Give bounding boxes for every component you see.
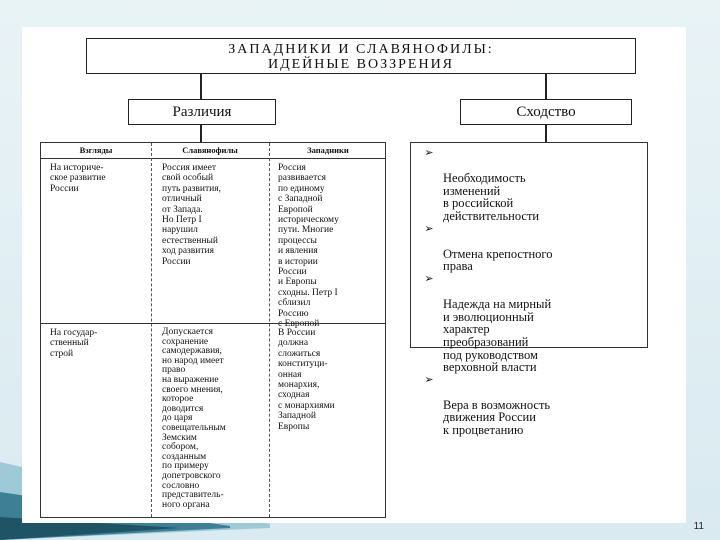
similarity-text-4: Вера в возможность движения России к процветанию xyxy=(443,397,551,438)
arrow-bullet-icon: ➢ xyxy=(424,373,434,386)
differences-table xyxy=(40,142,386,518)
connector-title-to-differences xyxy=(200,74,202,99)
similarities-list xyxy=(410,142,648,438)
list-item xyxy=(421,223,643,273)
page-number: 11 xyxy=(693,521,704,532)
row2-westerners: В России должна сложиться конституци- онная монархия, сходная с монархиями Западной Европы xyxy=(278,328,335,432)
title-line-2: ИДЕЙНЫЕ ВОЗЗРЕНИЯ xyxy=(267,57,455,72)
arrow-bullet-icon: ➢ xyxy=(424,222,434,235)
list-item xyxy=(421,374,643,437)
connector-similarity-to-list xyxy=(545,125,547,142)
header-slavophiles: Славянофилы xyxy=(182,145,238,155)
column-divider-2 xyxy=(269,143,270,517)
similarity-text-2: Отмена крепостного права xyxy=(443,246,553,274)
row1-slavophiles: Россия имеет свой особый путь развития, отличный от Запада. Но Петр I нарушил естественный ход развития России xyxy=(162,163,221,267)
row1-westerners: Россия развивается по единому с Западной Европой историческому пути. Многие процессы и явления в истории России и Европы сходны. Петр I сблизил Россию с Европой xyxy=(278,163,339,330)
connector-title-to-similarity xyxy=(545,74,547,99)
header-views: Взгляды xyxy=(79,145,113,155)
arrow-bullet-icon: ➢ xyxy=(424,147,434,159)
list-item xyxy=(421,273,643,374)
similarity-text-1: Необходимость изменений в российской действительности xyxy=(443,171,540,223)
row1-view: На историче- ское развитие России xyxy=(50,163,106,194)
differences-box: Различия xyxy=(128,99,276,125)
similarity-text-3: Надежда на мирный и эволюционный характер преобразований под руководством верховной власти xyxy=(443,297,552,375)
header-westerners: Западники xyxy=(307,145,349,155)
column-divider-1 xyxy=(151,143,152,517)
row2-slavophiles: Допускается сохранение самодержавия, но народ имеет право на выражение своего мнения, которое доводится до царя совещательным Земским собором, созданным по примеру допетровского сословно представитель- ного органа xyxy=(162,327,226,510)
arrow-bullet-icon: ➢ xyxy=(424,272,434,285)
diagram-title xyxy=(86,38,636,74)
header-divider xyxy=(41,158,385,159)
row2-view: На государ- ственный строй xyxy=(50,328,98,359)
title-line-1: ЗАПАДНИКИ И СЛАВЯНОФИЛЫ: xyxy=(228,42,494,57)
connector-differences-to-table xyxy=(200,125,202,142)
similarity-box: Сходство xyxy=(460,99,632,125)
list-item xyxy=(421,147,643,223)
row-divider xyxy=(41,323,385,324)
